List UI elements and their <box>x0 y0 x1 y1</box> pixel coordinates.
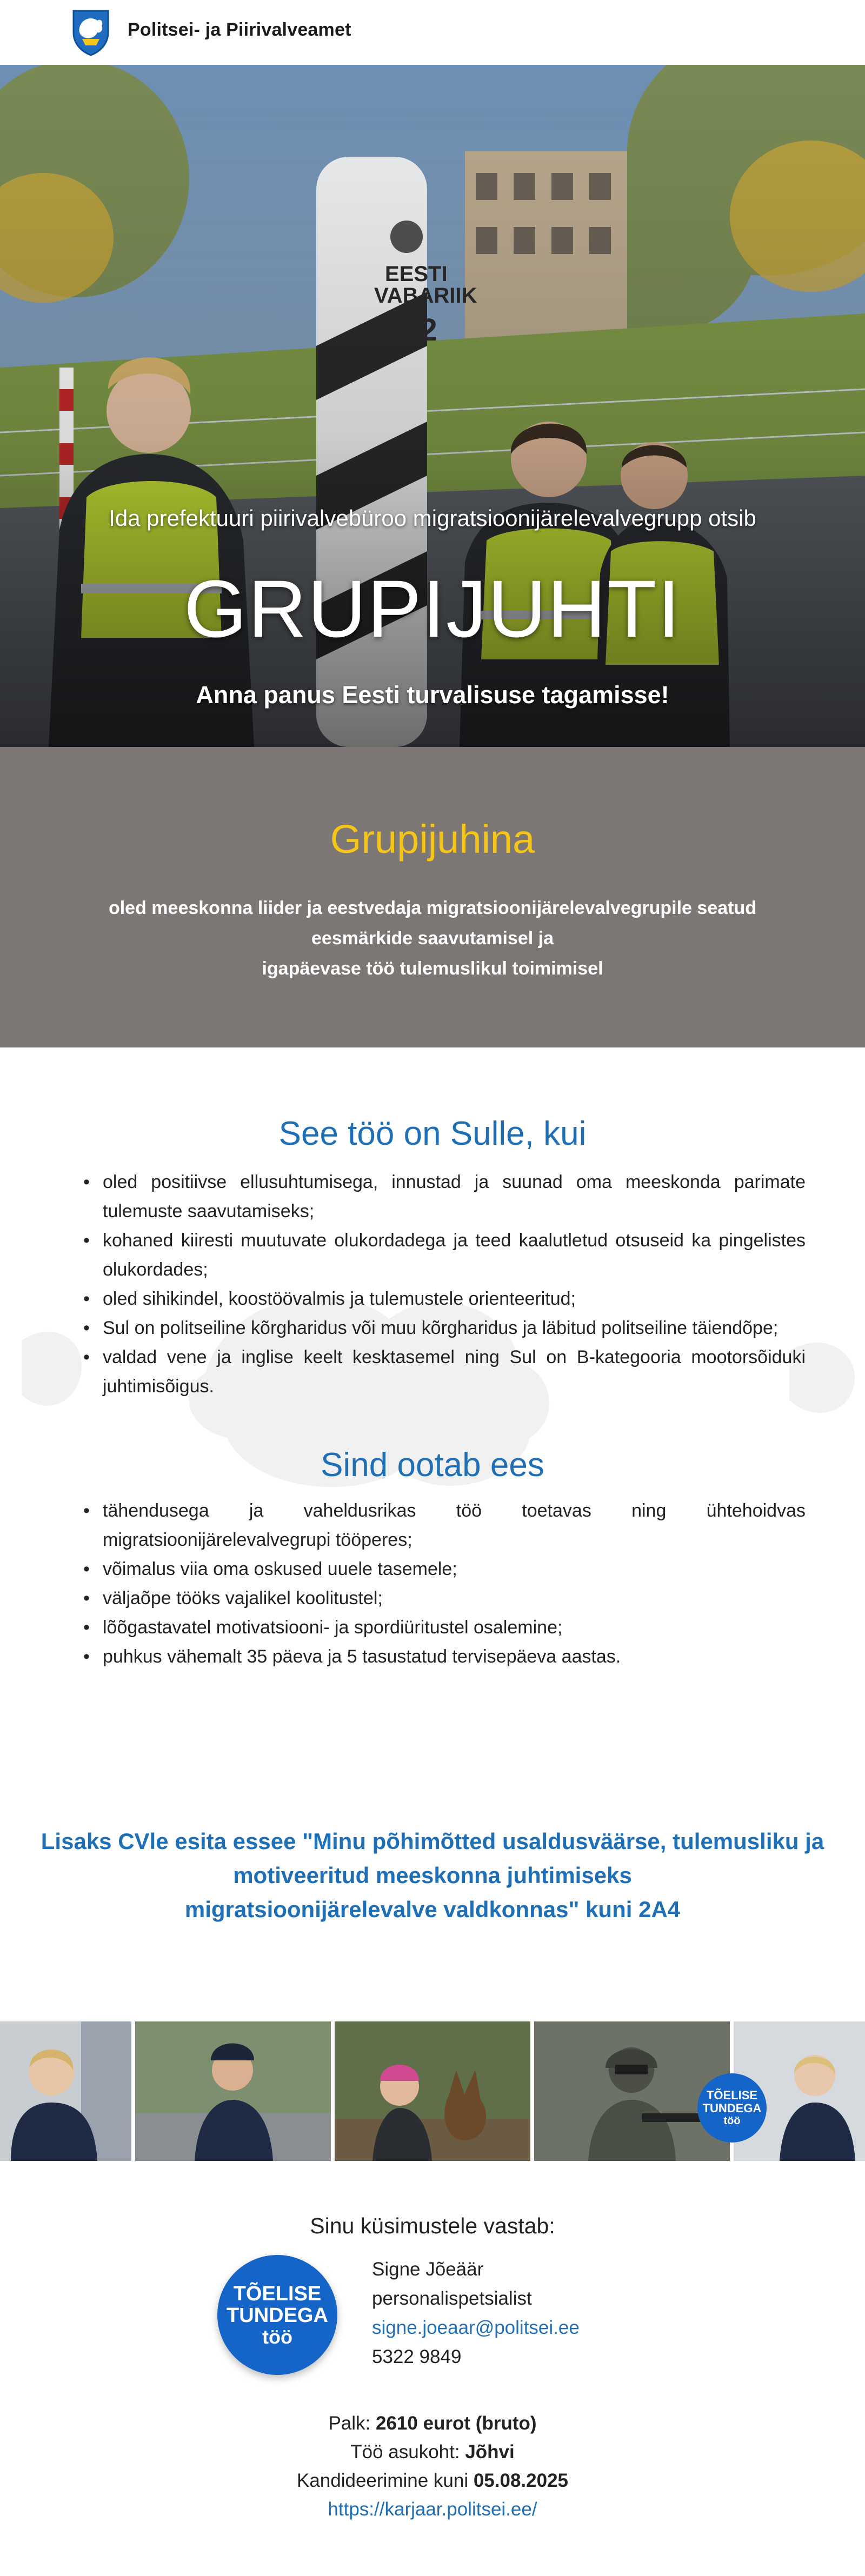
requirements-list <box>81 1167 806 1401</box>
intro-line: oled meeskonna liider ja eestvedaja migratsioonijärelevalvegrupile seatud <box>108 898 757 918</box>
brand-name[interactable]: Politsei- ja Piirivalveamet <box>128 19 351 40</box>
badge-small-logo-icon <box>697 2073 767 2143</box>
contact-email-link[interactable]: signe.joeaar@politsei.ee <box>372 2317 580 2338</box>
badge-small-line: TÕELISE <box>706 2088 758 2102</box>
location-value: Jõhvi <box>465 2441 515 2462</box>
offer-heading: Sind ootab ees <box>321 1446 544 1484</box>
shield-lion-icon[interactable] <box>71 8 110 56</box>
essay-line: Lisaks CVle esita essee "Minu põhimõtted usaldusväärse, tulemusliku ja <box>41 1828 824 1854</box>
deadline-row <box>0 2466 865 2495</box>
intro-text <box>0 893 865 984</box>
badge-logo-icon <box>217 2255 337 2375</box>
list-item: • oled sihikindel, koostöövalmis ja tulemustele orienteeritud; <box>81 1284 806 1313</box>
site-header <box>0 0 865 65</box>
contact-name: Signe Jõeäär <box>372 2259 484 2280</box>
badge-line: töö <box>262 2326 292 2348</box>
contact-title: Sinu küsimustele vastab: <box>310 2213 555 2238</box>
contact-phone: 5322 9849 <box>372 2346 462 2367</box>
list-item: • lõõgastavatel motivatsiooni- ja spordiüritustel osalemine; <box>81 1613 806 1642</box>
list-item: • Sul on politseiline kõrgharidus või muu kõrgharidus ja läbitud politseiline täiendõpe; <box>81 1313 806 1343</box>
list-item: • valdad vene ja inglise keelt kesktasemel ning Sul on B-kategooria mootorsõiduki juhtimisõigus. <box>81 1343 806 1401</box>
intro-heading: Grupijuhina <box>330 817 535 862</box>
location-label: Töö asukoht: <box>350 2441 465 2462</box>
badge-line: TUNDEGA <box>227 2304 328 2327</box>
deadline-label: Kandideerimine kuni <box>296 2470 474 2491</box>
career-site-link[interactable]: https://karjaar.politsei.ee/ <box>328 2499 537 2520</box>
hero-title: GRUPIJUHTI <box>184 563 681 654</box>
list-item: • võimalus viia oma oskused uuele tasemele; <box>81 1554 806 1584</box>
contact-role: personalispetsialist <box>372 2288 532 2309</box>
hero-banner <box>0 65 865 747</box>
essay-line: motiveeritud meeskonna juhtimiseks <box>233 1863 632 1888</box>
salary-label: Palk: <box>328 2413 376 2434</box>
essay-line: migratsioonijärelevalve valdkonnas" kuni 2A4 <box>184 1897 681 1922</box>
location-row <box>0 2438 865 2466</box>
hero-subtitle: Ida prefektuuri piirivalvebüroo migratsioonijärelevalvegrupp otsib <box>109 505 756 531</box>
list-item: • tähendusega ja vaheldusrikas töö toetavas ning ühtehoidvas migratsioonijärelevalvegrupi tööperes; <box>81 1496 806 1554</box>
badge-small-line: TUNDEGA <box>702 2101 762 2115</box>
list-item: • oled positiivse ellusuhtumisega, innustad ja suunad oma meeskonda parimate tulemuste saavutamiseks; <box>81 1167 806 1226</box>
list-item: • väljaõpe tööks vajalikel koolitustel; <box>81 1584 806 1613</box>
photo-officer-dog <box>335 2021 530 2161</box>
list-item: • kohaned kiiresti muutuvate olukordadega ja teed kaalutletud otsuseid ka pingelistes olukordades; <box>81 1226 806 1284</box>
badge-line: TÕELISE <box>233 2283 322 2305</box>
photo-officer-formal <box>0 2021 131 2161</box>
salary-row <box>0 2409 865 2438</box>
hero-tagline: Anna panus Eesti turvalisuse tagamisse! <box>196 681 669 709</box>
contact-details <box>372 2255 580 2372</box>
intro-line: eesmärkide saavutamisel ja <box>311 928 554 949</box>
offer-list <box>81 1496 806 1671</box>
list-item: • puhkus vähemalt 35 päeva ja 5 tasustatud tervisepäeva aastas. <box>81 1642 806 1671</box>
requirements-heading: See töö on Sulle, kui <box>278 1115 587 1152</box>
intro-band <box>0 747 865 1047</box>
salary-value: 2610 eurot (bruto) <box>376 2413 537 2434</box>
photo-officer-street <box>135 2021 331 2161</box>
job-facts <box>0 2409 865 2524</box>
deadline-value: 05.08.2025 <box>473 2470 569 2491</box>
badge-small-line: töö <box>723 2115 741 2127</box>
essay-instructions <box>0 1824 865 1926</box>
intro-line: igapäevase töö tulemuslikul toimimisel <box>262 958 603 979</box>
